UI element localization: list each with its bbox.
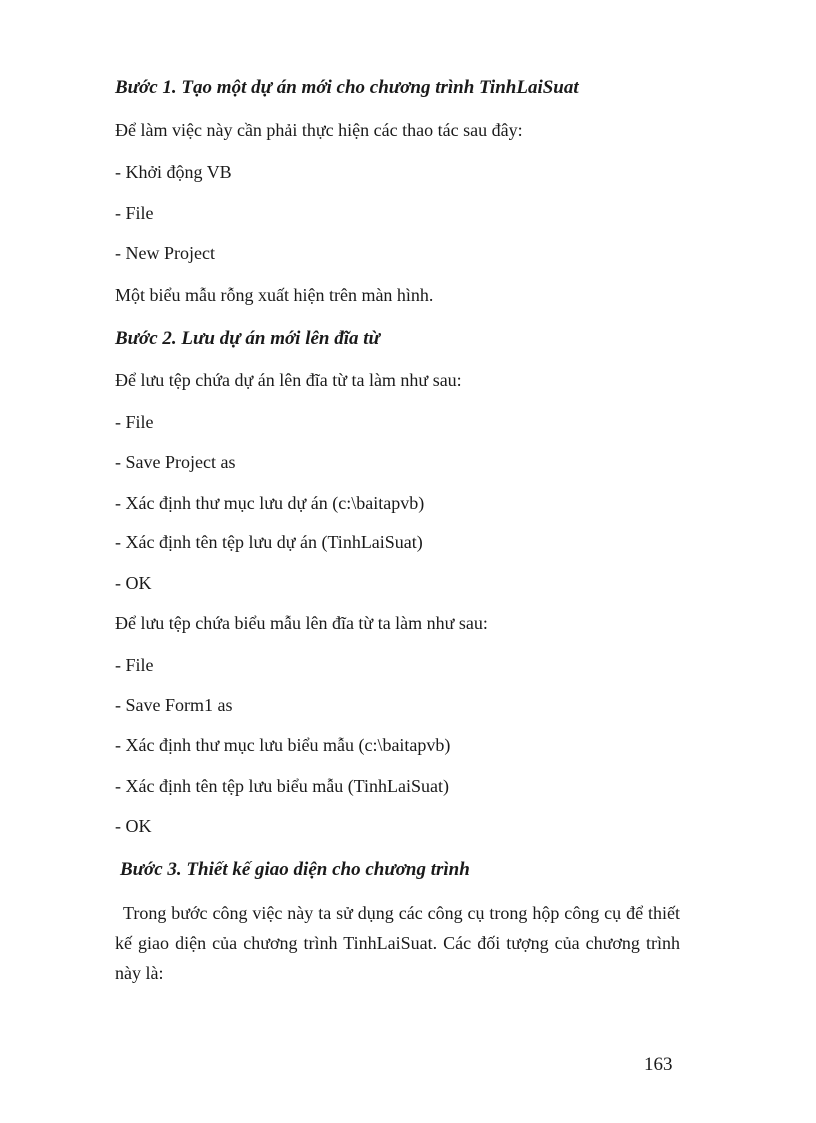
step1-item: - New Project bbox=[115, 243, 215, 263]
page-number: 163 bbox=[644, 1054, 673, 1075]
step3-heading: Bước 3. Thiết kế giao diện cho chương trình bbox=[120, 859, 470, 880]
step2-project-item: - Xác định thư mục lưu dự án (c:\baitapvb) bbox=[115, 493, 425, 513]
step2-project-item: - Xác định tên tệp lưu dự án (TinhLaiSuat) bbox=[115, 532, 423, 552]
step2-form-item: - Save Form1 as bbox=[115, 695, 233, 715]
step2-form-item: - Xác định tên tệp lưu biểu mẫu (TinhLaiSuat) bbox=[115, 776, 450, 796]
step3-paragraph: Trong bước công việc này ta sử dụng các công cụ trong hộp công cụ để thiết kế giao diện của chương trình TinhLaiSuat. Các đối tượng của chương trình này là: bbox=[115, 903, 680, 983]
step2-project-item: - Save Project as bbox=[115, 452, 236, 472]
step1-result: Một biểu mẫu rỗng xuất hiện trên màn hình. bbox=[115, 285, 434, 305]
step2-project-intro: Để lưu tệp chứa dự án lên đĩa từ ta làm như sau: bbox=[115, 370, 462, 390]
step2-project-item: - File bbox=[115, 412, 154, 432]
step2-project-item: - OK bbox=[115, 573, 152, 593]
step2-form-intro: Để lưu tệp chứa biểu mẫu lên đĩa từ ta làm như sau: bbox=[115, 613, 488, 633]
step1-item: - File bbox=[115, 203, 154, 223]
step2-form-item: - Xác định thư mục lưu biểu mẫu (c:\baitapvb) bbox=[115, 735, 451, 755]
step2-form-item: - OK bbox=[115, 816, 152, 836]
step2-heading: Bước 2. Lưu dự án mới lên đĩa từ bbox=[115, 328, 380, 349]
step2-form-item: - File bbox=[115, 655, 154, 675]
step1-heading: Bước 1. Tạo một dự án mới cho chương trình TinhLaiSuat bbox=[115, 77, 579, 98]
step1-item: - Khởi động VB bbox=[115, 162, 232, 182]
step1-intro: Để làm việc này cần phải thực hiện các thao tác sau đây: bbox=[115, 120, 523, 140]
